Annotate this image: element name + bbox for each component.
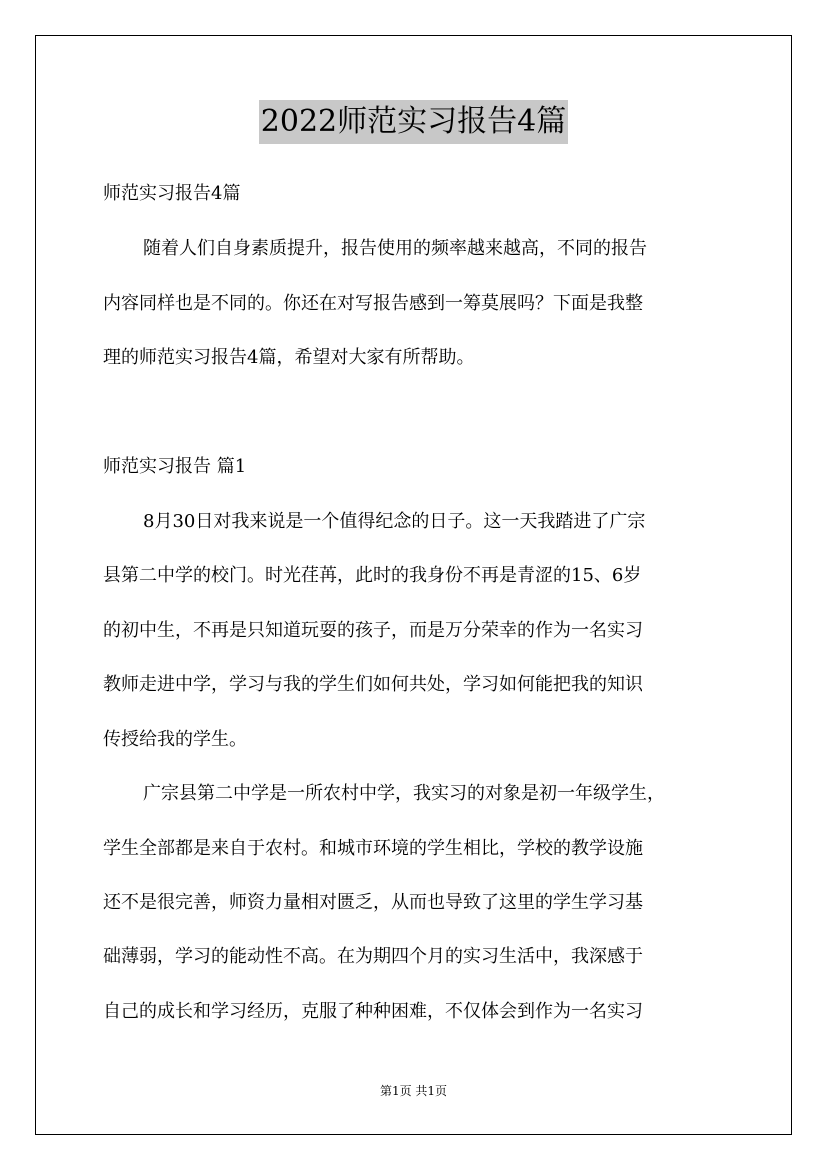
- paragraph-line: 教师走进中学，学习与我的学生们如何共处，学习如何能把我的知识: [103, 674, 643, 695]
- paragraph-line: 广宗县第二中学是一所农村中学，我实习的对象是初一年级学生，: [143, 783, 665, 804]
- paragraph-line: 8月30日对我来说是一个值得纪念的日子。这一天我踏进了广宗: [143, 511, 646, 532]
- document-subtitle: 师范实习报告4篇: [103, 183, 241, 204]
- paragraph-line: 还不是很完善，师资力量相对匮乏，从而也导致了这里的学生学习基: [103, 892, 643, 913]
- paragraph-line: 传授给我的学生。: [103, 729, 247, 750]
- paragraph-line: 县第二中学的校门。时光荏苒，此时的我身份不再是青涩的15、6岁: [103, 565, 642, 586]
- section-heading: 师范实习报告 篇1: [103, 456, 247, 477]
- document-title: 2022师范实习报告4篇: [259, 100, 568, 144]
- title-container: [0, 100, 827, 144]
- paragraph-line: 学生全部都是来自于农村。和城市环境的学生相比，学校的教学设施: [103, 838, 643, 859]
- page-footer: 第1页 共1页: [379, 1084, 448, 1098]
- intro-line: 内容同样也是不同的。你还在对写报告感到一筹莫展吗？下面是我整: [103, 293, 643, 314]
- paragraph-line: 的初中生，不再是只知道玩耍的孩子，而是万分荣幸的作为一名实习: [103, 620, 643, 641]
- intro-line: 随着人们自身素质提升，报告使用的频率越来越高，不同的报告: [143, 238, 647, 259]
- paragraph-line: 自己的成长和学习经历，克服了种种困难，不仅体会到作为一名实习: [103, 1001, 643, 1022]
- intro-line: 理的师范实习报告4篇，希望对大家有所帮助。: [103, 347, 475, 368]
- paragraph-line: 础薄弱，学习的能动性不高。在为期四个月的实习生活中，我深感于: [103, 946, 643, 967]
